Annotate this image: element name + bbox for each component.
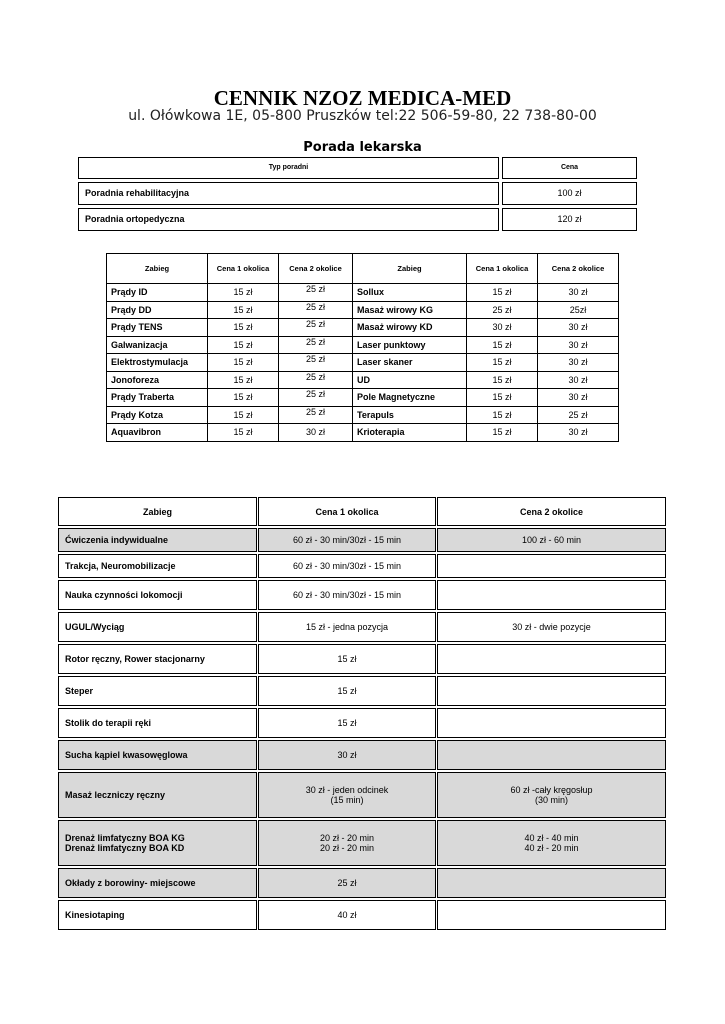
grid-cell-zabieg: Laser punktowy <box>353 336 467 354</box>
bottom-cell-zabieg <box>58 580 257 610</box>
grid-row <box>107 284 619 302</box>
porada-row-name: Poradnia ortopedyczna <box>78 208 499 231</box>
grid-cell-price: 30 zł <box>538 284 619 302</box>
bottom-row <box>58 900 666 930</box>
grid-col-price2: Cena 2 okolice <box>279 254 353 284</box>
bottom-cell-price2 <box>437 644 666 674</box>
bottom-cell-price1-line: 60 zł - 30 min/30zł - 15 min <box>292 590 402 600</box>
bottom-cell-price1-line: 25 zł <box>337 878 357 888</box>
grid-cell-price: 25 zł <box>279 406 353 424</box>
grid-cell-price: 30 zł <box>538 354 619 372</box>
bottom-row <box>58 772 666 818</box>
porada-row <box>78 208 637 231</box>
bottom-cell-zabieg-line: Okłady z borowiny- miejscowe <box>65 878 196 888</box>
bottom-cell-price1 <box>258 554 436 578</box>
grid-cell-zabieg: Aquavibron <box>107 424 208 442</box>
bottom-cell-price2-line: 60 zł -cały kręgosłup <box>510 785 593 795</box>
bottom-row <box>58 820 666 866</box>
bottom-cell-price2 <box>437 820 666 866</box>
bottom-cell-price2-line: 30 zł - dwie pozycje <box>512 622 591 632</box>
bottom-cell-price1 <box>258 900 436 930</box>
grid-cell-price: 15 zł <box>467 406 538 424</box>
bottom-cell-zabieg-line: Rotor ręczny, Rower stacjonarny <box>65 654 205 664</box>
bottom-cell-price2-line: 100 zł - 60 min <box>521 535 582 545</box>
bottom-cell-price1 <box>258 644 436 674</box>
bottom-cell-zabieg-line: Sucha kąpiel kwasowęglowa <box>65 750 188 760</box>
bottom-cell-zabieg-line: Stolik do terapii ręki <box>65 718 152 728</box>
bottom-cell-zabieg <box>58 676 257 706</box>
grid-cell-zabieg: Elektrostymulacja <box>107 354 208 372</box>
grid-cell-price: 25zł <box>538 301 619 319</box>
grid-cell-zabieg: Prądy ID <box>107 284 208 302</box>
porada-header-row <box>78 157 637 179</box>
bottom-row <box>58 868 666 898</box>
grid-cell-zabieg: Pole Magnetyczne <box>353 389 467 407</box>
bottom-row <box>58 528 666 552</box>
bottom-cell-zabieg <box>58 900 257 930</box>
bottom-cell-zabieg <box>58 528 257 552</box>
bottom-col-zabieg: Zabieg <box>58 497 257 526</box>
bottom-cell-price1-line: 30 zł - jeden odcinek <box>305 785 389 795</box>
bottom-cell-price1 <box>258 612 436 642</box>
bottom-cell-price2 <box>437 580 666 610</box>
grid-cell-price: 15 zł <box>208 284 279 302</box>
grid-row <box>107 319 619 337</box>
bottom-cell-zabieg <box>58 772 257 818</box>
bottom-col-price2: Cena 2 okolice <box>437 497 666 526</box>
grid-cell-price: 15 zł <box>467 389 538 407</box>
bottom-row <box>58 580 666 610</box>
grid-cell-zabieg: UD <box>353 371 467 389</box>
bottom-cell-zabieg <box>58 554 257 578</box>
bottom-row <box>58 554 666 578</box>
bottom-cell-price1 <box>258 868 436 898</box>
bottom-header-row <box>58 497 666 526</box>
grid-cell-zabieg: Terapuls <box>353 406 467 424</box>
bottom-cell-zabieg-line: Drenaż limfatyczny BOA KD <box>65 843 185 853</box>
bottom-cell-price1 <box>258 580 436 610</box>
bottom-cell-zabieg-line: Kinesiotaping <box>65 910 125 920</box>
grid-cell-price: 15 zł <box>467 371 538 389</box>
grid-cell-price: 15 zł <box>208 336 279 354</box>
bottom-row <box>58 676 666 706</box>
grid-col-price2: Cena 2 okolice <box>538 254 619 284</box>
grid-row <box>107 371 619 389</box>
bottom-cell-zabieg-line: UGUL/Wyciąg <box>65 622 125 632</box>
bottom-cell-price2 <box>437 868 666 898</box>
bottom-cell-zabieg <box>58 820 257 866</box>
grid-row <box>107 301 619 319</box>
grid-cell-zabieg: Galwanizacja <box>107 336 208 354</box>
bottom-cell-zabieg <box>58 708 257 738</box>
bottom-cell-price2-line: 40 zł - 20 min <box>524 843 579 853</box>
bottom-row <box>58 612 666 642</box>
porada-row-name: Poradnia rehabilitacyjna <box>78 182 499 205</box>
grid-row <box>107 389 619 407</box>
bottom-cell-price2 <box>437 740 666 770</box>
grid-cell-price: 30 zł <box>279 424 353 442</box>
grid-cell-price: 30 zł <box>538 336 619 354</box>
bottom-cell-price1 <box>258 740 436 770</box>
porada-row-price: 100 zł <box>502 182 637 205</box>
bottom-cell-price1-line: 15 zł <box>337 686 357 696</box>
grid-cell-price: 25 zł <box>279 336 353 354</box>
grid-cell-price: 25 zł <box>279 371 353 389</box>
bottom-cell-price1-line: 15 zł <box>337 718 357 728</box>
grid-cell-zabieg: Laser skaner <box>353 354 467 372</box>
grid-cell-price: 30 zł <box>538 371 619 389</box>
bottom-cell-price2 <box>437 772 666 818</box>
bottom-col-price1: Cena 1 okolica <box>258 497 436 526</box>
grid-cell-price: 30 zł <box>538 389 619 407</box>
bottom-cell-price1-line: 60 zł - 30 min/30zł - 15 min <box>292 535 402 545</box>
grid-cell-zabieg: Masaż wirowy KG <box>353 301 467 319</box>
bottom-cell-zabieg <box>58 868 257 898</box>
bottom-cell-price1 <box>258 772 436 818</box>
bottom-cell-price1-line: 20 zł - 20 min <box>319 833 375 843</box>
clinic-address: ul. Ołówkowa 1E, 05-800 Pruszków tel:22 506-59-80, 22 738-80-00 <box>128 108 597 124</box>
grid-cell-price: 25 zł <box>279 319 353 337</box>
bottom-cell-zabieg-line: Ćwiczenia indywidualne <box>65 535 169 545</box>
bottom-row <box>58 740 666 770</box>
grid-cell-price: 25 zł <box>467 301 538 319</box>
grid-cell-price: 30 zł <box>538 319 619 337</box>
bottom-cell-zabieg-line: Nauka czynności lokomocji <box>65 590 183 600</box>
bottom-cell-zabieg <box>58 612 257 642</box>
grid-row <box>107 406 619 424</box>
porada-section-title: Porada lekarska <box>303 140 422 155</box>
bottom-cell-price2-line: (30 min) <box>534 795 568 805</box>
grid-cell-price: 25 zł <box>279 354 353 372</box>
bottom-cell-price2-line: 40 zł - 40 min <box>524 833 579 843</box>
bottom-cell-zabieg <box>58 740 257 770</box>
grid-cell-price: 15 zł <box>467 354 538 372</box>
grid-cell-zabieg: Prądy DD <box>107 301 208 319</box>
bottom-cell-price1-line: 20 zł - 20 min <box>319 843 375 853</box>
bottom-cell-price2 <box>437 554 666 578</box>
bottom-cell-price1 <box>258 528 436 552</box>
bottom-cell-price1 <box>258 708 436 738</box>
bottom-cell-price1-line: 40 zł <box>337 910 357 920</box>
zabieg-list-table <box>57 495 667 932</box>
grid-cell-zabieg: Prądy TENS <box>107 319 208 337</box>
grid-cell-zabieg: Prądy Kotza <box>107 406 208 424</box>
bottom-cell-zabieg-line: Steper <box>65 686 94 696</box>
grid-cell-price: 30 zł <box>467 319 538 337</box>
grid-cell-price: 25 zł <box>538 406 619 424</box>
grid-header-row <box>107 254 619 284</box>
bottom-cell-price1-line: 15 zł - jedna pozycja <box>305 622 389 632</box>
grid-cell-price: 15 zł <box>467 284 538 302</box>
grid-cell-price: 15 zł <box>208 371 279 389</box>
porada-col-price: Cena <box>502 157 637 179</box>
grid-cell-zabieg: Sollux <box>353 284 467 302</box>
grid-col-zabieg: Zabieg <box>107 254 208 284</box>
grid-cell-price: 25 zł <box>279 284 353 302</box>
grid-row <box>107 354 619 372</box>
porada-col-type: Typ poradni <box>78 157 499 179</box>
bottom-row <box>58 708 666 738</box>
porada-table <box>78 157 637 234</box>
document-title: CENNIK NZOZ MEDICA-MED <box>213 86 512 110</box>
bottom-cell-price2 <box>437 676 666 706</box>
grid-cell-price: 15 zł <box>208 406 279 424</box>
grid-cell-zabieg: Masaż wirowy KD <box>353 319 467 337</box>
porada-row-price: 120 zł <box>502 208 637 231</box>
grid-cell-price: 30 zł <box>538 424 619 442</box>
grid-cell-zabieg: Prądy Traberta <box>107 389 208 407</box>
bottom-row <box>58 644 666 674</box>
grid-cell-price: 15 zł <box>467 424 538 442</box>
bottom-cell-price1-line: 60 zł - 30 min/30zł - 15 min <box>292 561 402 571</box>
grid-cell-price: 25 zł <box>279 389 353 407</box>
bottom-cell-price2 <box>437 612 666 642</box>
bottom-cell-price1 <box>258 676 436 706</box>
grid-col-zabieg: Zabieg <box>353 254 467 284</box>
bottom-cell-zabieg-line: Masaż leczniczy ręczny <box>65 790 166 800</box>
bottom-cell-zabieg <box>58 644 257 674</box>
grid-cell-price: 15 zł <box>208 319 279 337</box>
grid-col-price1: Cena 1 okolica <box>467 254 538 284</box>
grid-col-price1: Cena 1 okolica <box>208 254 279 284</box>
grid-cell-price: 15 zł <box>208 389 279 407</box>
grid-row <box>107 424 619 442</box>
zabieg-grid-table <box>106 253 619 442</box>
grid-cell-zabieg: Jonoforeza <box>107 371 208 389</box>
grid-cell-price: 15 zł <box>208 424 279 442</box>
porada-row <box>78 182 637 205</box>
grid-cell-price: 25 zł <box>279 301 353 319</box>
bottom-cell-price2 <box>437 528 666 552</box>
bottom-cell-price1-line: 30 zł <box>337 750 357 760</box>
bottom-cell-price1-line: (15 min) <box>330 795 364 805</box>
grid-row <box>107 336 619 354</box>
grid-cell-price: 15 zł <box>208 301 279 319</box>
grid-cell-zabieg: Krioterapia <box>353 424 467 442</box>
grid-cell-price: 15 zł <box>208 354 279 372</box>
bottom-cell-zabieg-line: Trakcja, Neuromobilizacje <box>65 561 176 571</box>
bottom-cell-zabieg-line: Drenaż limfatyczny BOA KG <box>65 833 185 843</box>
bottom-cell-price1 <box>258 820 436 866</box>
bottom-cell-price2 <box>437 708 666 738</box>
grid-cell-price: 15 zł <box>467 336 538 354</box>
bottom-cell-price1-line: 15 zł <box>337 654 357 664</box>
bottom-cell-price2 <box>437 900 666 930</box>
